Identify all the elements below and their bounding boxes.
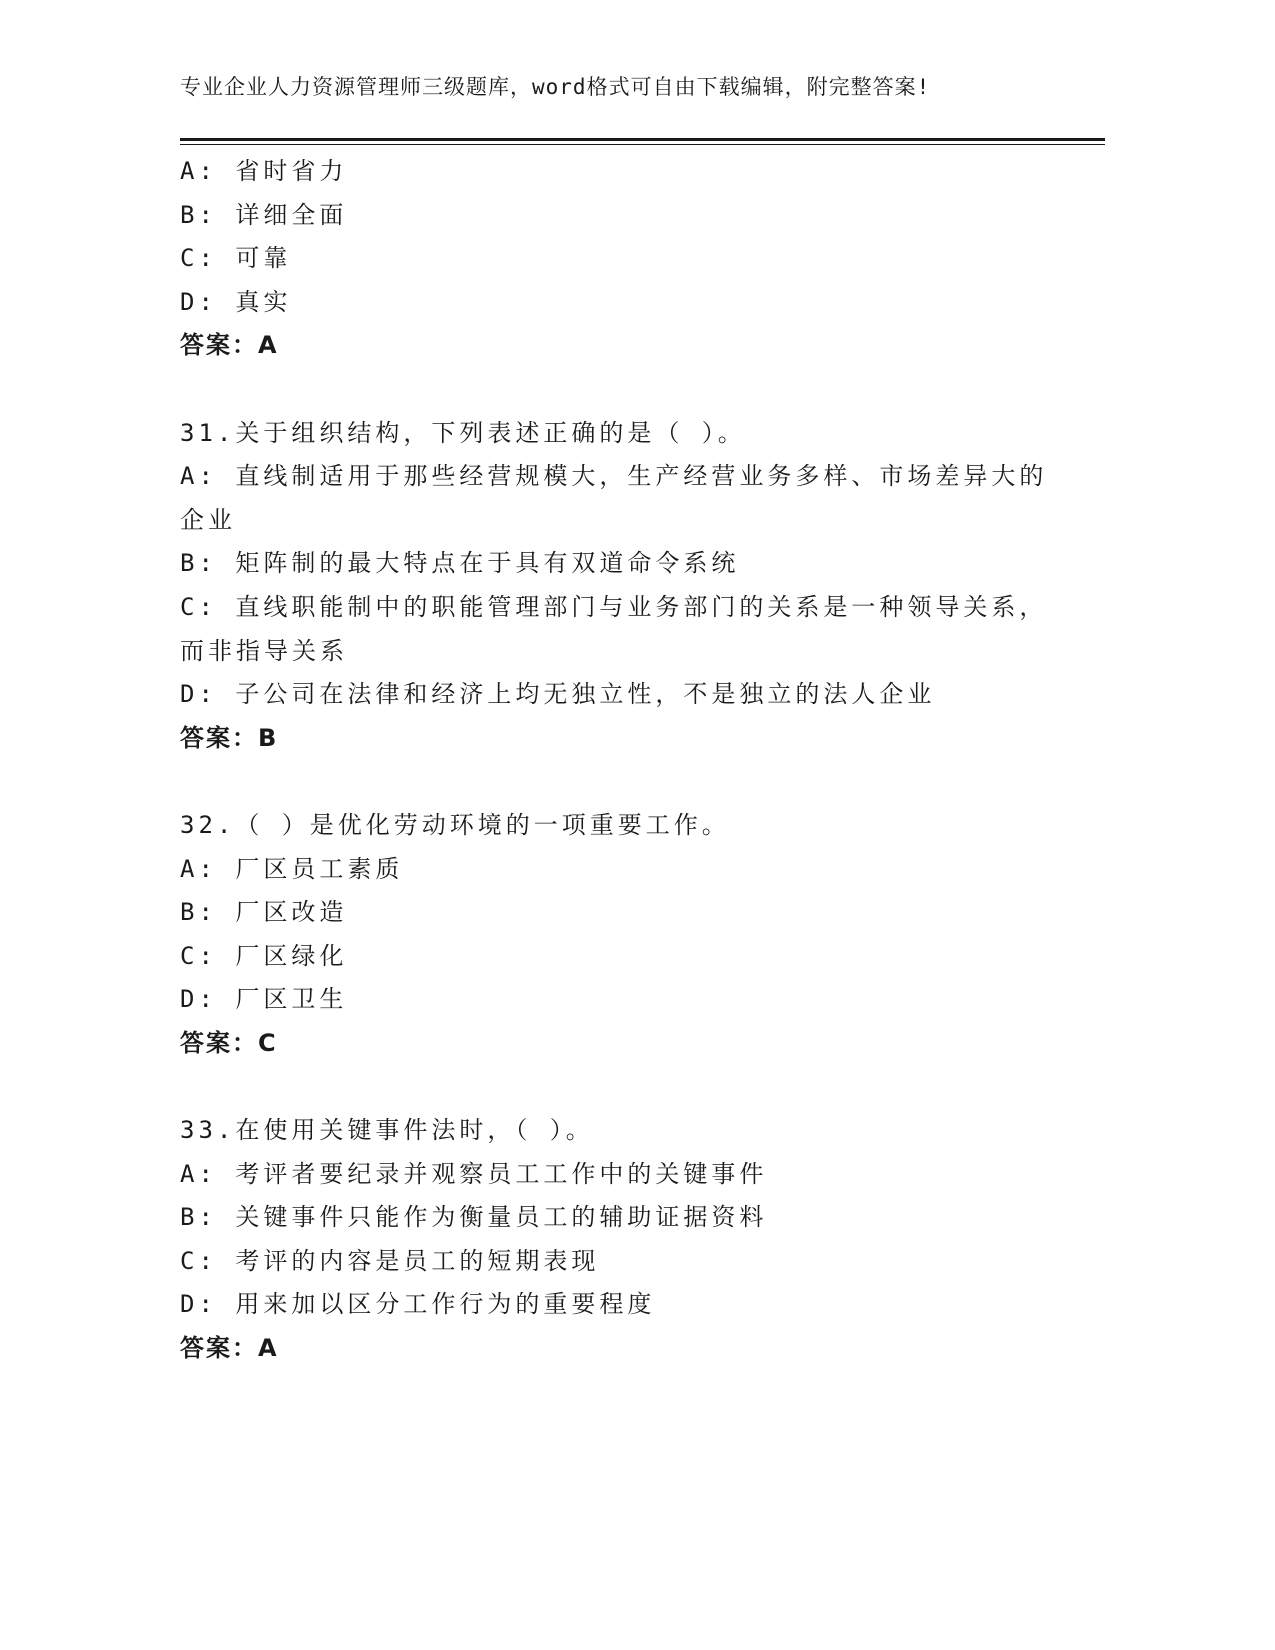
answer-line: 答案：A: [180, 1334, 279, 1363]
document-header: 专业企业人力资源管理师三级题库，word格式可自由下载编辑，附完整答案!: [180, 75, 931, 99]
header-rule-thick: [180, 138, 1105, 141]
option-c: C: 可靠: [180, 244, 292, 273]
question-content: [180, 150, 1060, 1371]
question-stem: 32.（ ）是优化劳动环境的一项重要工作。: [180, 810, 730, 839]
option-c: C: 直线职能制中的职能管理部门与业务部门的关系是一种领导关系，: [180, 592, 1048, 621]
option-b: B: 矩阵制的最大特点在于具有双道命令系统: [180, 549, 740, 578]
option-b: B: 关键事件只能作为衡量员工的辅助证据资料: [180, 1203, 768, 1232]
option-d: D: 真实: [180, 287, 292, 316]
option-a: A: 省时省力: [180, 157, 348, 185]
question-stem: 31.关于组织结构，下列表述正确的是（ ）。: [180, 418, 746, 447]
header-rule-thin: [180, 144, 1105, 145]
answer-line: 答案：A: [180, 331, 279, 360]
option-c: C: 考评的内容是员工的短期表现: [180, 1246, 600, 1275]
answer-line: 答案：C: [180, 1028, 278, 1057]
option-a: A: 直线制适用于那些经营规模大，生产经营业务多样、市场差异大的: [180, 462, 1048, 491]
question-33-block: [180, 1109, 1060, 1371]
option-b: B: 详细全面: [180, 200, 348, 229]
option-a: A: 厂区员工素质: [180, 854, 404, 883]
option-c: C: 厂区绿化: [180, 941, 348, 970]
question-32-block: [180, 804, 1060, 1066]
option-c-continued: 而非指导关系: [180, 636, 348, 665]
option-d: D: 厂区卫生: [180, 985, 348, 1014]
question-stem: 33.在使用关键事件法时，（ ）。: [180, 1116, 594, 1145]
spacer: [180, 1065, 1060, 1109]
option-d: D: 用来加以区分工作行为的重要程度: [180, 1290, 656, 1319]
option-d: D: 子公司在法律和经济上均无独立性，不是独立的法人企业: [180, 680, 936, 709]
option-a-continued: 企业: [180, 505, 236, 534]
answer-line: 答案：B: [180, 723, 279, 752]
question-31-block: [180, 412, 1060, 761]
previous-question-block: [180, 150, 1060, 368]
option-b: B: 厂区改造: [180, 898, 348, 927]
spacer: [180, 760, 1060, 804]
spacer: [180, 368, 1060, 412]
option-a: A: 考评者要纪录并观察员工工作中的关键事件: [180, 1159, 768, 1188]
